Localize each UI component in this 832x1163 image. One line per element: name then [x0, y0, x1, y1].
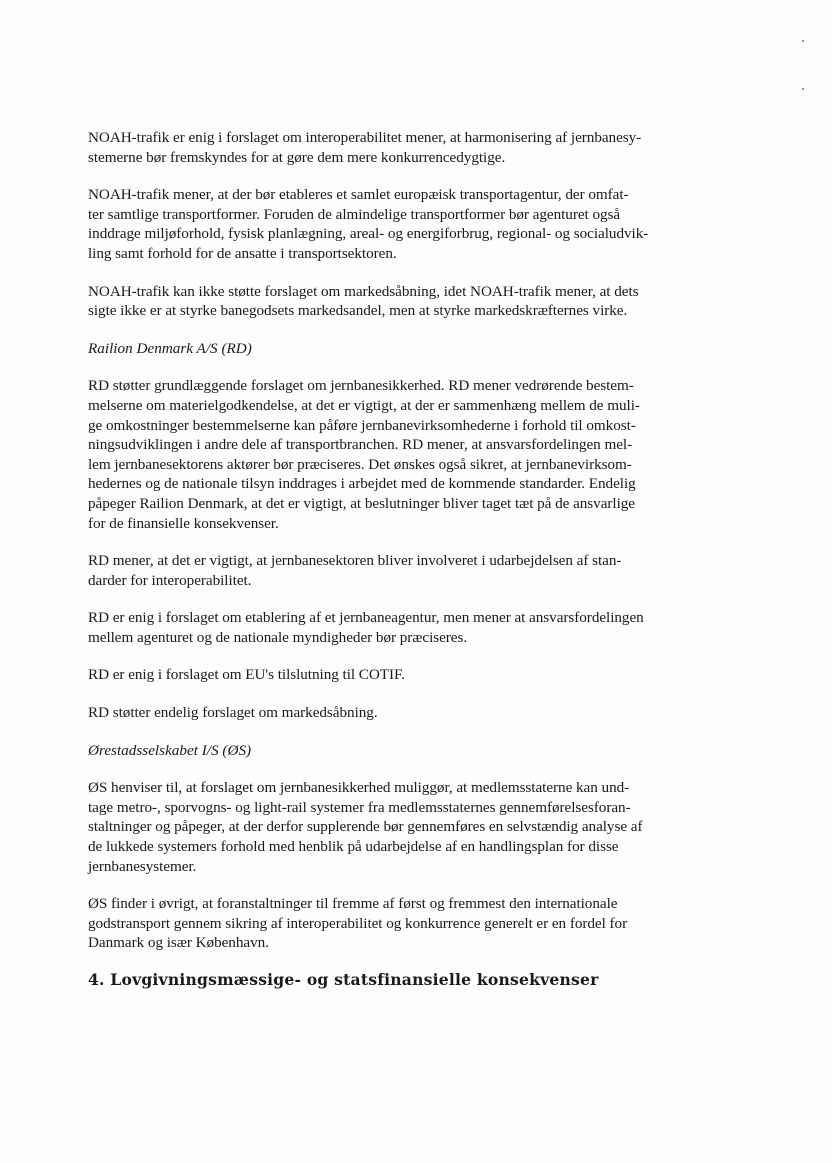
section-heading-4: 4. Lovgivningsmæssige- og statsfinansielle konsekvenser [88, 970, 599, 989]
document-body [88, 128, 748, 990]
paragraph-noah-market-opening: NOAH-trafik kan ikke støtte forslaget om markedsåbning, idet NOAH-trafik mener, at dets sigte ikke er at styrke banegodsets markedsandel, men at styrke markedskræfternes virke. [88, 282, 639, 320]
scan-speck [802, 40, 804, 42]
paragraph-rd-safety: RD støtter grundlæggende forslaget om jernbanesikkerhed. RD mener vedrørende bestem- melserne om materielgodkendelse, at det er vigtigt, at der er sammenhæng mellem de muli- ge omkostninger bestemmelserne kan påføre jernbanevirksomhederne i forhold til omkost- ningsudviklingen i andre dele af transportbranchen. RD mener, at ansvarsfordelingen mel- lem jernbanesektorens aktører bør præciseres. Det ønskes også sikret, at jernbanevirksom- hedernes og de nationale tilsyn inddrages i arbejdet med de kommende standarder. Endelig påpeger Railion Denmark, at det er vigtigt, at beslutninger bliver taget tæt på de ansvarlige for de finansielle konsekvenser. [88, 377, 640, 532]
paragraph-rd-standards: RD mener, at det er vigtigt, at jernbanesektoren bliver involveret i udarbejdelsen af stan- darder for interoperabilitet. [88, 552, 622, 589]
paragraph-rd-agency: RD er enig i forslaget om etablering af et jernbaneagentur, men mener at ansvarsfordelingen mellem agenturet og de nationale myndigheder bør præciseres. [88, 609, 644, 646]
paragraph-os-freight: ØS finder i øvrigt, at foranstaltninger til fremme af først og fremmest den internationale godstransport gennem sikring af interoperabilitet og konkurrence generelt er en fordel for Danmark og især København. [88, 895, 628, 952]
paragraph-noah-interoperability: NOAH-trafik er enig i forslaget om interoperabilitet mener, at harmonisering af jernbanesy- stemerne bør fremskyndes for at gøre dem mere konkurrencedygtige. [88, 129, 642, 166]
paragraph-noah-transport-agency: NOAH-trafik mener, at der bør etableres et samlet europæisk transportagentur, der omfat- ter samtlige transportformer. Foruden de almindelige transportformer bør agenturet også inddrage miljøforhold, fysisk planlægning, areal- og energiforbrug, regional- og socialudvik- ling samt forhold for de ansatte i transportsektoren. [88, 186, 649, 262]
heading-railion-denmark: Railion Denmark A/S (RD) [88, 339, 252, 357]
heading-orestadsselskabet: Ørestadsselskabet I/S (ØS) [88, 741, 252, 759]
paragraph-os-closed-systems: ØS henviser til, at forslaget om jernbanesikkerhed muliggør, at medlemsstaterne kan und- tage metro-, sporvogns- og light-rail systemer fra medlemsstaternes gennemførelsesforan- staltninger og påpeger, at der derfor supplerende bør gennemføres en selvstændig analyse af de lukkede systemers forhold med henblik på udarbejdelse af en handlingsplan for disse jernbanesystemer. [88, 779, 643, 875]
scan-speck [802, 88, 804, 90]
paragraph-rd-cotif: RD er enig i forslaget om EU's tilslutning til COTIF. [88, 666, 405, 684]
paragraph-rd-market-opening: RD støtter endelig forslaget om markedsåbning. [88, 704, 378, 722]
